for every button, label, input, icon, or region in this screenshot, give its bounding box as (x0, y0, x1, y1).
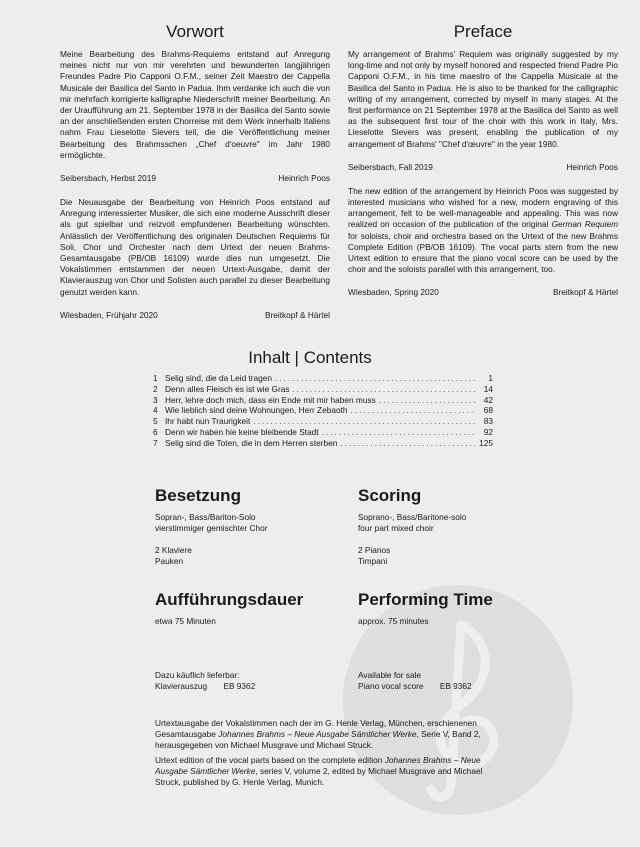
dauer-value: etwa 75 Minuten (155, 616, 216, 626)
contents-item-leader (275, 373, 476, 384)
contents-item-number: 3 (153, 394, 158, 405)
contents-item-leader (350, 405, 476, 416)
contents-item (153, 395, 493, 406)
vorwort-paragraph-1: Meine Bearbeitung des Brahms-Requiems entstand auf Anregung meines nicht nur von mir verehrten und bewunderten langjährigen Freundes Padre Pio Capponi O.F.M., seiner Zeit Maestro der Cappella Musicale der Basilica del Santo in Padua. Ihm verdanke ich auch die von mir mehrfach korrigierte kalligraphe Niederschrift meiner Bearbeitung. An der Uraufführung am 21. September 1978 in der Basilica del Santo sowie an der anschließenden ersten Chorreise mit dem Werk innerhalb Italiens nahm Frau Lieselotte Sievers teil, die die Veröffentlichung meiner Bearbeitung des Brahmsschen „Chef d'oeuvre" im Jahr 1980 ermöglichte. (60, 49, 330, 160)
available-de-section (155, 670, 355, 692)
contents-item-page: 68 (483, 405, 493, 416)
preface-signature-2 (348, 287, 618, 297)
contents-item-title: Denn alles Fleisch es ist wie Gras (165, 383, 290, 394)
available-en-item-row (358, 681, 578, 692)
contents-item-number: 2 (153, 383, 158, 394)
available-de-line: Dazu käuflich lieferbar: (155, 670, 240, 680)
contents-item-number: 1 (153, 373, 158, 383)
performing-time-title: Performing Time (358, 590, 493, 609)
contents-item (153, 416, 493, 427)
dauer-section (155, 590, 355, 627)
contents-item-page: 125 (479, 437, 493, 448)
signature-place: Wiesbaden, Frühjahr 2020 (60, 309, 158, 320)
vorwort-section (60, 22, 330, 320)
preface-paragraph-2: The new edition of the arrangement by Heinrich Poos was suggested by interested musicians who wished for a new, modern engraving of this arrangement, felt to be well-manageable and appealing. This was now realized on occasion of the publication of the original German Requiem for soloists, choir and orchestra based on the Urtext of the new Brahms Complete Edition (PB/OB 16109). The vocal parts stem from the new Urtext edition to ensure that the piano vocal score can be used by the choir and the soloists parallel with this arrangement, too. (348, 185, 618, 275)
contents-item (153, 373, 493, 384)
contents-item (153, 427, 493, 438)
performing-time-section (358, 590, 578, 627)
signature-place: Seibersbach, Herbst 2019 (60, 173, 156, 184)
contents-item-number: 6 (153, 426, 158, 437)
contents-item-page: 1 (488, 373, 493, 383)
contents-item-title: Ihr habt nun Traurigkeit (165, 416, 251, 427)
besetzung-line: Sopran-, Bass/Bariton-Solo (155, 512, 256, 522)
available-en-item: Piano vocal score (358, 681, 424, 691)
contents-item-leader (293, 384, 477, 395)
contents-item-title: Herr, lehre doch mich, dass ein Ende mit mir haben muss (165, 394, 376, 405)
contents-item-number: 5 (153, 416, 158, 427)
contents-item-leader (253, 416, 476, 427)
dauer-title: Aufführungsdauer (155, 590, 304, 609)
contents-item-page: 42 (483, 394, 493, 405)
besetzung-line: 2 Klaviere (155, 545, 192, 555)
contents-item-number: 7 (153, 437, 158, 448)
besetzung-line: vierstimmiger gemischter Chor (155, 523, 268, 533)
contents-title: Inhalt | Contents (248, 348, 372, 367)
vorwort-signature-2 (60, 310, 330, 320)
signature-name: Heinrich Poos (278, 173, 330, 184)
contents-item-title: Denn wir haben hie keine bleibende Stadt (165, 426, 319, 437)
scoring-section (358, 486, 578, 567)
preface-title: Preface (453, 22, 513, 41)
signature-name: Heinrich Poos (566, 161, 618, 172)
signature-place: Wiesbaden, Spring 2020 (348, 287, 439, 298)
footer-notes (155, 718, 485, 788)
contents-item-page: 14 (483, 383, 493, 394)
available-en-line: Available for sale (358, 670, 422, 680)
available-de-code: EB 9362 (223, 681, 256, 691)
scoring-line: Timpani (358, 556, 388, 566)
besetzung-title: Besetzung (155, 486, 241, 505)
vorwort-paragraph-2: Die Neuausgabe der Bearbeitung von Heinrich Poos entstand auf Anregung interessierter Musiker, die sich eine moderne Ausschrift dieser als gut spielbar und reizvoll empfundenen Bearbeitung wünschten. Anlässlich der Veröffentlichung des originalen Deutschen Requiems für Soli, Chor und Orchester nach dem Urtext der neuen Brahms-Gesamtausgabe (PB/OB 16109) wurde dies nun umgesetzt. Die Vokalstimmen entstammen der neuen Urtext-Ausgabe, damit der Klavierauszug von Chor und Solisten auch parallel zu dieser Bearbeitung genutzt werden kann. (60, 197, 330, 297)
scoring-line: 2 Pianos (358, 545, 391, 555)
footer-note-en: Urtext edition of the vocal parts based on the complete edition Johannes Brahms – Neue Ausgabe Sämtlicher Werke, series V, volume 2, edited by Michael Musgrave and Michael Struck, published by G. Henle Verlag, Munich. (155, 755, 483, 787)
contents-item (153, 405, 493, 416)
vorwort-title: Vorwort (166, 22, 224, 41)
signature-name: Breitkopf & Härtel (264, 309, 330, 320)
available-en-code: EB 9362 (439, 681, 472, 691)
contents-item-leader (340, 438, 476, 449)
preface-paragraph-1: My arrangement of Brahms' Requiem was originally suggested by my long-time and not only by myself honored and respected friend Padre Pio Capponi O.F.M., in his time maestro of the Cappella Musicale at the Basilica del Santo in Padua. He is also to be thanked for the calligraphic writing of my arrangement, corrected by myself in many stages. At the first performance on 21 September 1978 at the Basilica del Santo as well as the subsequent first tour of the choir with this work in Italy, Mrs. Lieselotte Sievers was present, enabling the publication of my arrangement of Brahms' "Chef d'œuvre" in the year 1980. (348, 49, 618, 149)
besetzung-line: Pauken (155, 556, 184, 566)
signature-name: Breitkopf & Härtel (552, 287, 618, 298)
signature-place: Seibersbach, Fall 2019 (348, 161, 433, 172)
preface-section (348, 22, 618, 297)
scoring-line: four part mixed choir (358, 523, 434, 533)
contents-list (153, 373, 493, 449)
preface-signature-1 (348, 162, 618, 172)
vorwort-signature-1 (60, 173, 330, 183)
contents-item (153, 384, 493, 395)
scoring-title: Scoring (358, 486, 422, 505)
besetzung-section (155, 486, 355, 567)
contents-item-page: 92 (483, 426, 493, 437)
scoring-line: Soprano-, Bass/Baritone-solo (358, 512, 467, 522)
contents-item-leader (322, 427, 476, 438)
contents-item-title: Selig sind die Toten, die in dem Herren sterben (165, 437, 338, 448)
contents-item-title: Selig sind, die da Leid tragen (165, 373, 273, 383)
footer-note-de: Urtextausgabe der Vokalstimmen nach der im G. Henle Verlag, München, erschienenen Gesamtausgabe Johannes Brahms – Neue Ausgabe Sämtlicher Werke, Serie V, Band 2, herausgegeben von Michael Musgrave und Michael Struck. (155, 718, 481, 750)
contents-item-leader (379, 395, 476, 406)
contents-item-title: Wie lieblich sind deine Wohnungen, Herr Zebaoth (165, 405, 348, 416)
available-de-item-row (155, 681, 355, 692)
contents-item-page: 83 (483, 416, 493, 427)
contents-item-number: 4 (153, 405, 158, 416)
performing-time-value: approx. 75 minutes (358, 616, 429, 626)
available-en-section (358, 670, 578, 692)
contents-item (153, 438, 493, 449)
available-de-item: Klavierauszug (155, 681, 208, 691)
